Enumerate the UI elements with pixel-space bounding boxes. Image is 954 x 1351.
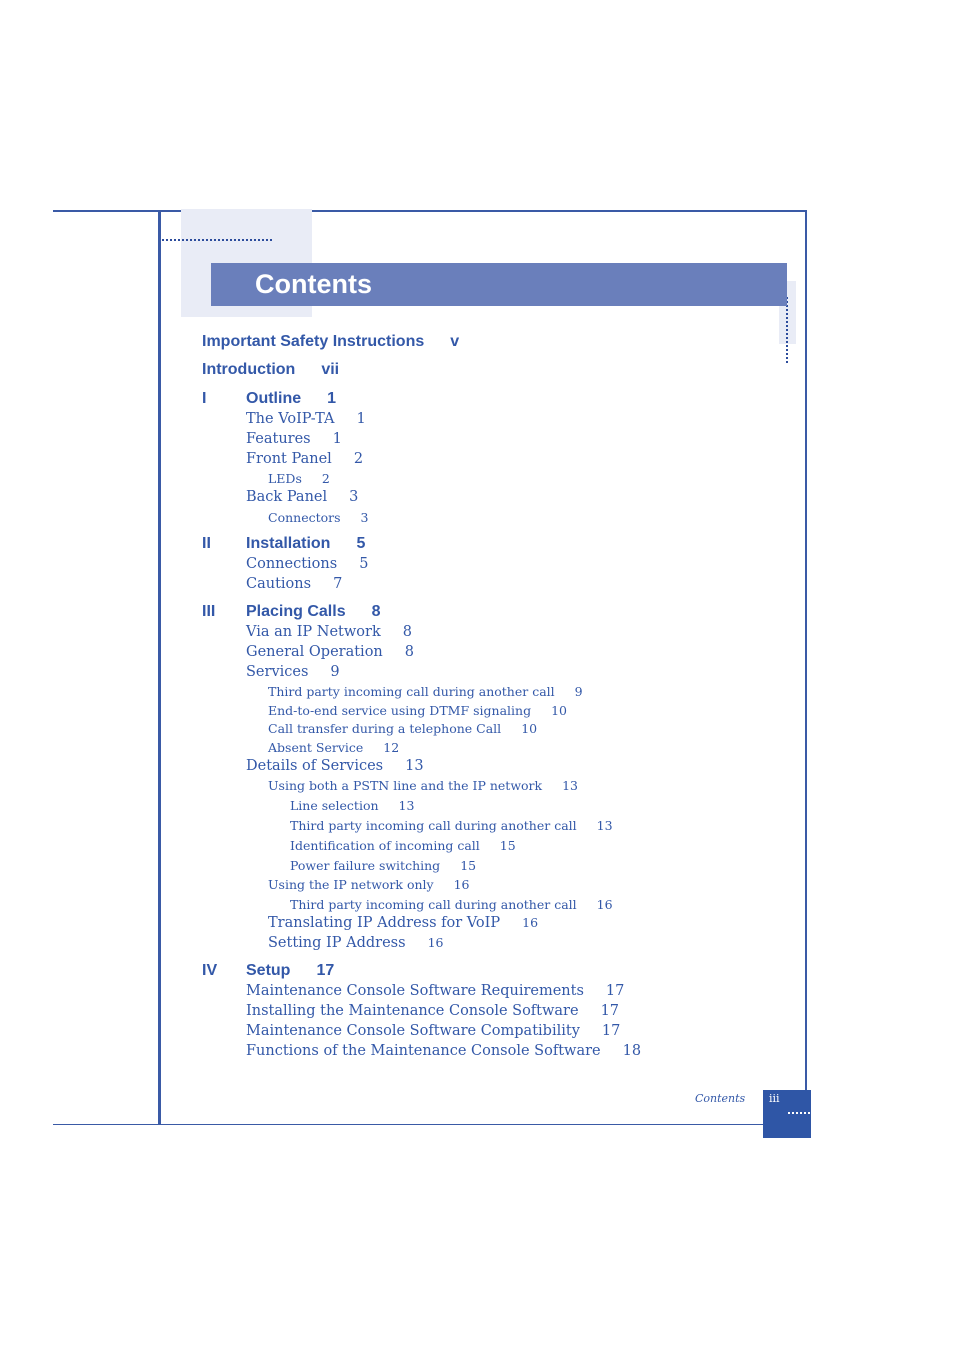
toc-chapter[interactable] <box>202 603 381 621</box>
toc-title: Maintenance Console Software Requirements <box>246 983 584 999</box>
toc-title: Important Safety Instructions <box>202 333 425 350</box>
toc-page: 17 <box>605 983 625 999</box>
toc-page: 16 <box>596 897 613 912</box>
toc-page: 8 <box>402 624 412 640</box>
toc-title: LEDs <box>268 471 302 486</box>
toc-entry[interactable] <box>290 858 476 873</box>
toc-title: Third party incoming call during another call <box>290 897 577 912</box>
toc-entry[interactable] <box>246 758 424 774</box>
toc-entry[interactable] <box>268 703 567 718</box>
toc-title: Maintenance Console Software Compatibility <box>246 1023 580 1039</box>
toc-entry[interactable] <box>290 897 613 912</box>
page-dotted-accent <box>788 1112 810 1114</box>
chapter-number: I <box>202 390 207 407</box>
toc-page: 9 <box>330 664 340 680</box>
toc-title: Setup <box>246 962 291 979</box>
toc-page: vii <box>321 361 340 378</box>
left-margin-rule <box>158 210 161 1125</box>
toc-page: 16 <box>427 935 444 950</box>
toc-page: v <box>450 333 460 350</box>
toc-entry[interactable] <box>246 489 358 505</box>
toc-title: Using both a PSTN line and the IP network <box>268 778 543 793</box>
toc-page: 2 <box>321 471 330 486</box>
toc-page: 17 <box>316 962 335 979</box>
toc-title: Cautions <box>246 576 312 592</box>
toc-title: Connectors <box>268 510 341 525</box>
toc-entry[interactable] <box>268 721 537 736</box>
toc-page: 17 <box>600 1003 620 1019</box>
toc-page: 13 <box>405 758 424 774</box>
toc-page: 7 <box>333 576 343 592</box>
toc-entry[interactable] <box>246 983 624 999</box>
toc-entry[interactable] <box>246 644 414 660</box>
toc-entry[interactable] <box>246 664 340 680</box>
toc-page: 10 <box>551 703 567 718</box>
toc-page: 16 <box>453 877 470 892</box>
toc-entry[interactable] <box>268 684 583 699</box>
page-title: Contents <box>255 269 372 299</box>
toc-page: 13 <box>398 798 415 813</box>
toc-entry[interactable] <box>268 510 368 525</box>
toc-title: Installing the Maintenance Console Software <box>246 1003 579 1019</box>
toc-page: 13 <box>562 778 579 793</box>
toc-entry[interactable] <box>246 451 363 467</box>
toc-entry[interactable] <box>202 333 459 351</box>
toc-title: Connections <box>246 556 338 572</box>
top-rule <box>53 210 807 212</box>
toc-entry[interactable] <box>246 1023 620 1039</box>
toc-entry[interactable] <box>246 576 342 592</box>
toc-page: 10 <box>521 721 538 736</box>
toc-page: 2 <box>353 451 364 467</box>
toc-title: Details of Services <box>246 758 384 774</box>
toc-page: 15 <box>499 838 516 853</box>
toc-title: Absent Service <box>268 740 364 755</box>
toc-page: 1 <box>356 411 366 427</box>
toc-title: Call transfer during a telephone Call <box>268 721 502 736</box>
toc-title: Introduction <box>202 361 296 378</box>
toc-title: Features <box>246 431 311 447</box>
toc-entry[interactable] <box>290 798 414 813</box>
toc-page: 1 <box>332 431 342 447</box>
toc-chapter[interactable] <box>202 390 336 408</box>
toc-page: 8 <box>404 644 415 660</box>
toc-title: Translating IP Address for VoIP <box>268 915 501 931</box>
toc-entry[interactable] <box>290 838 516 853</box>
toc-title: Services <box>246 664 309 680</box>
toc-title: Third party incoming call during another call <box>290 818 577 833</box>
toc-title: Line selection <box>290 798 379 813</box>
side-dotted-line <box>786 297 790 363</box>
toc-page: 8 <box>371 603 381 620</box>
toc-page: 18 <box>622 1043 642 1059</box>
toc-title: Back Panel <box>246 489 328 505</box>
right-margin-rule <box>805 210 807 1090</box>
toc-title: Installation <box>246 535 331 552</box>
chapter-number: II <box>202 535 211 552</box>
toc-title: General Operation <box>246 644 383 660</box>
toc-title: Power failure switching <box>290 858 441 873</box>
toc-entry[interactable] <box>268 877 470 892</box>
toc-page: 13 <box>596 818 613 833</box>
toc-entry[interactable] <box>246 624 412 640</box>
toc-page: 3 <box>360 510 369 525</box>
toc-page: 17 <box>601 1023 621 1039</box>
toc-entry[interactable] <box>268 471 330 486</box>
toc-title: Outline <box>246 390 302 407</box>
header-dotted-line <box>162 239 272 243</box>
toc-page: 9 <box>574 684 583 699</box>
toc-entry[interactable] <box>268 778 578 793</box>
toc-entry[interactable] <box>268 915 538 931</box>
toc-chapter[interactable] <box>202 962 334 980</box>
toc-entry[interactable] <box>246 1043 641 1059</box>
toc-page: 12 <box>383 740 400 755</box>
chapter-number: III <box>202 603 216 620</box>
contents-banner <box>211 263 787 306</box>
toc-entry[interactable] <box>246 411 366 427</box>
toc-chapter[interactable] <box>202 535 365 553</box>
toc-title: Third party incoming call during another call <box>268 684 555 699</box>
page-number-box <box>763 1090 811 1138</box>
toc-title: Front Panel <box>246 451 332 467</box>
toc-entry[interactable] <box>246 556 368 572</box>
chapter-number: IV <box>202 962 218 979</box>
toc-entry[interactable] <box>246 431 342 447</box>
toc-page: 16 <box>522 915 539 930</box>
footer-section-label: Contents <box>695 1092 746 1105</box>
toc-entry[interactable] <box>268 935 443 951</box>
toc-entry[interactable] <box>202 361 339 379</box>
toc-title: Placing Calls <box>246 603 346 620</box>
toc-title: End-to-end service using DTMF signaling <box>268 703 532 718</box>
toc-entry[interactable] <box>290 818 613 833</box>
toc-entry[interactable] <box>246 1003 619 1019</box>
toc-page: 5 <box>356 535 366 552</box>
toc-title: Using the IP network only <box>268 877 434 892</box>
toc-title: The VoIP-TA <box>246 411 335 427</box>
page-number: iii <box>769 1092 780 1105</box>
toc-page: 3 <box>349 489 359 505</box>
toc-title: Identification of incoming call <box>290 838 480 853</box>
toc-title: Functions of the Maintenance Console Software <box>246 1043 601 1059</box>
toc-page: 1 <box>327 390 337 407</box>
toc-title: Setting IP Address <box>268 935 406 951</box>
toc-page: 15 <box>460 858 477 873</box>
toc-entry[interactable] <box>268 740 399 755</box>
toc-page: 5 <box>359 556 369 572</box>
toc-title: Via an IP Network <box>246 624 381 640</box>
